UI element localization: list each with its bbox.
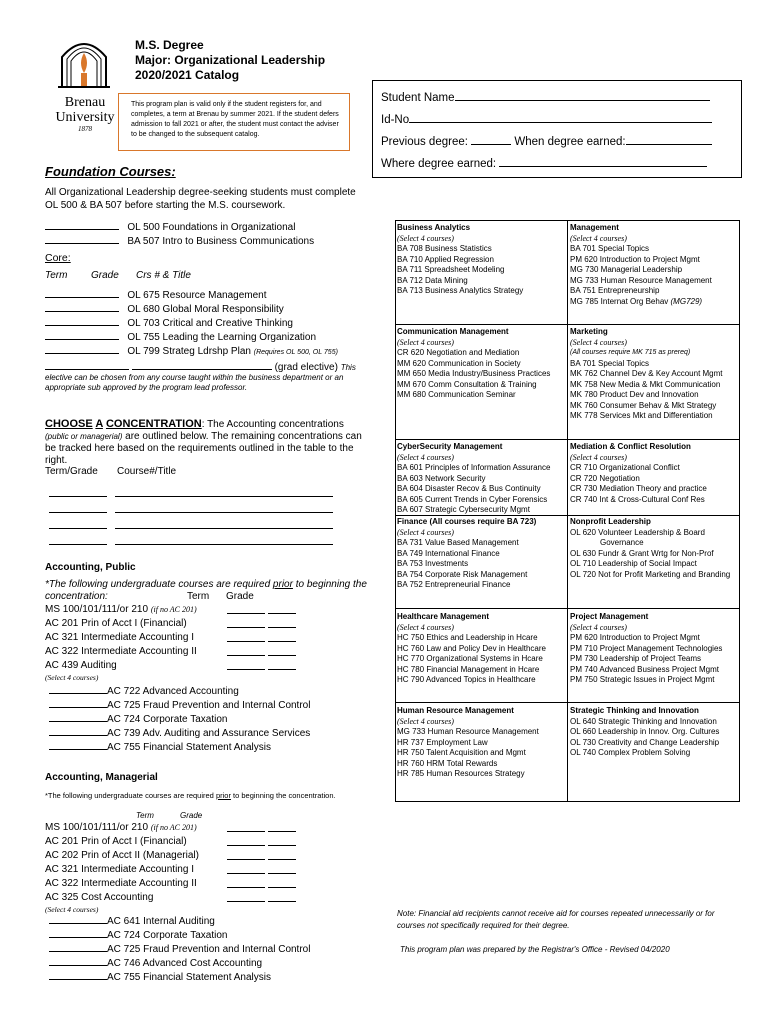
core-course: OL 703 Critical and Creative Thinking: [45, 316, 293, 329]
concentration-col-term: Term/Grade: [45, 466, 98, 477]
university-seal-icon: [54, 35, 114, 90]
concentration-mediation: Mediation & Conflict Resolution (Select 4 courses) CR 710 Organizational Conflict CR 720 Negotiation CR 730 Mediation Theory and practice CR 740 Int & Cross-Cultural Conf Res: [570, 442, 707, 504]
acct-managerial-blank[interactable]: [227, 864, 296, 877]
degree-line: M.S. Degree: [135, 38, 204, 52]
core-col-title: Crs # & Title: [136, 270, 191, 281]
major-line: Major: Organizational Leadership: [135, 53, 326, 67]
concentration-col-course: Course#/Title: [117, 466, 177, 477]
concentration-project-management: Project Management (Select 4 courses) PM 620 Introduction to Project Mgmt PM 710 Project Management Technologies PM 730 Leadership of Project Teams PM 740 Advanced Business Project Mgmt PM 750 Strategic Issues in Project Mgmt: [570, 612, 723, 684]
acct-managerial-note: *The following undergraduate courses are required prior to beginning the concentration.: [45, 791, 336, 800]
concentration-marketing: Marketing (Select 4 courses) (All courses require MK 715 as prereq) BA 701 Special Topics MK 762 Channel Dev & Key Account Mgmt MK 758 New Media & Mkt Communication MK 780 Product Dev and Innovation MK 760 Consumer Behav & Mkt Strategy MK 778 Services Mkt and Differentiation: [570, 327, 723, 420]
acct-managerial-prereq: AC 202 Prin of Acct II (Managerial): [45, 850, 199, 861]
core-course: OL 755 Leading the Learning Organization: [45, 330, 316, 343]
concentration-cybersecurity: CyberSecurity Management (Select 4 courses) BA 601 Principles of Information Assurance BA 603 Network Security BA 604 Disaster Recov & Bus Continuity BA 605 Current Trends in Cyber Forensics BA 607 Strategic Cybersecurity Mgmt: [397, 442, 551, 514]
acct-managerial-prereq: AC 321 Intermediate Accounting I: [45, 864, 194, 875]
brenau-logo: [48, 35, 122, 133]
logo-year: 1878: [78, 125, 92, 133]
grad-elective-note: elective can be chosen from any course taught within the business department or an appropriate sub approved by the program lead professor.: [45, 373, 344, 392]
concentration-blank-row[interactable]: [49, 503, 333, 516]
student-name-field[interactable]: Student Name: [381, 91, 710, 104]
id-number-field[interactable]: Id-No: [381, 113, 712, 126]
acct-managerial-title: Accounting, Managerial: [45, 772, 158, 783]
foundation-course: BA 507 Intro to Business Communications: [45, 234, 314, 247]
where-earned-field[interactable]: Where degree earned:: [381, 157, 707, 170]
prepared-by-note: This program plan was prepared by the Registrar's Office - Revised 04/2020: [400, 945, 670, 954]
grad-elective-line: (grad elective) This: [45, 360, 356, 373]
acct-managerial-course: AC 641 Internal Auditing: [49, 914, 215, 927]
page-title: [135, 38, 325, 83]
acct-managerial-course: AC 725 Fraud Prevention and Internal Control: [49, 942, 310, 955]
concentration-blank-row[interactable]: [49, 519, 333, 532]
acct-managerial-prereq: AC 322 Intermediate Accounting II: [45, 878, 197, 889]
core-col-term: Term: [45, 270, 68, 281]
core-course: OL 675 Resource Management: [45, 288, 267, 301]
acct-public-title: Accounting, Public: [45, 562, 136, 573]
concentration-nonprofit: Nonprofit Leadership OL 620 Volunteer Leadership & Board Governance OL 630 Fundr & Grant Wrtg for Non-Prof OL 710 Leadership of Social Impact OL 720 Not for Profit Marketing and Branding: [570, 517, 731, 579]
concentration-blank-row[interactable]: [49, 535, 333, 548]
acct-public-blank[interactable]: [227, 632, 296, 645]
core-course: OL 680 Global Moral Responsibility: [45, 302, 284, 315]
acct-public-select: (Select 4 courses): [45, 673, 99, 682]
concentration-communication: Communication Management (Select 4 courses) CR 620 Negotiation and Mediation MM 620 Communication in Society MM 650 Media Industry/Business Practices MM 670 Comm Consultation & Training MM 680 Communication Seminar: [397, 327, 551, 399]
acct-public-prereq: AC 322 Intermediate Accounting II: [45, 646, 197, 657]
logo-text: Brenau University: [55, 95, 115, 125]
acct-managerial-blank[interactable]: [227, 822, 296, 835]
acct-managerial-course: AC 724 Corporate Taxation: [49, 928, 227, 941]
acct-public-col-term: Term: [187, 591, 210, 602]
table-divider: [395, 608, 740, 609]
acct-public-note: *The following undergraduate courses are required prior to beginning the concentration:: [45, 579, 367, 602]
validity-notice: This program plan is valid only if the student registers for, and completes, a term at Brenau by summer 2021. If the student defers admission to fall 2021 or after, the student must contact the adviser to be changed to the subsequent catalog.: [118, 93, 350, 151]
financial-aid-note: Note: Financial aid recipients cannot receive aid for courses repeated unnecessarily or for courses not specifically required for their degree.: [397, 909, 715, 930]
acct-public-prereq: AC 321 Intermediate Accounting I: [45, 632, 194, 643]
concentration-header: CHOOSE A CONCENTRATION: The Accounting concentrations (public or managerial) are outlined below. The remaining concentrations can be tracked here based on the requirements outlined in the table to the right.: [45, 418, 362, 466]
acct-public-blank[interactable]: [227, 660, 296, 673]
table-divider: [395, 439, 740, 440]
acct-managerial-select: (Select 4 courses): [45, 905, 99, 914]
core-course: OL 799 Strateg Ldrshp Plan (Requires OL 500, OL 755): [45, 344, 338, 357]
concentration-human-resources: Human Resource Management (Select 4 courses) MG 733 Human Resource Management HR 737 Employment Law HR 750 Talent Acquisition and Mgmt HR 760 HRM Total Rewards HR 785 Human Resources Strategy: [397, 706, 539, 778]
previous-degree-field[interactable]: Previous degree: When degree earned:: [381, 135, 712, 148]
acct-managerial-course: AC 755 Financial Statement Analysis: [49, 970, 271, 983]
concentration-strategic-thinking: Strategic Thinking and Innovation OL 640 Strategic Thinking and Innovation OL 660 Leadership in Innov. Org. Cultures OL 730 Creativity and Change Leadership OL 740 Complex Problem Solving: [570, 706, 720, 757]
table-divider: [395, 324, 740, 325]
concentration-finance: Finance (All courses require BA 723) (Select 4 courses) BA 731 Value Based Management BA 749 International Finance BA 753 Investments BA 754 Corporate Risk Management BA 752 Entrepreneurial Finance: [397, 517, 537, 589]
acct-managerial-prereq: AC 325 Cost Accounting: [45, 892, 154, 903]
acct-public-prereq: AC 439 Auditing: [45, 660, 117, 671]
foundation-course: OL 500 Foundations in Organizational: [45, 220, 295, 233]
acct-public-blank[interactable]: [227, 646, 296, 659]
foundation-desc: All Organizational Leadership degree-seeking students must complete OL 500 & BA 507 before starting the M.S. coursework.: [45, 187, 356, 211]
acct-public-course: AC 724 Corporate Taxation: [49, 712, 227, 725]
acct-managerial-blank[interactable]: [227, 892, 296, 905]
acct-managerial-col-grade: Grade: [180, 811, 203, 820]
acct-public-prereq: AC 201 Prin of Acct I (Financial): [45, 618, 187, 629]
concentration-healthcare: Healthcare Management (Select 4 courses) HC 750 Ethics and Leadership in Hcare HC 760 Law and Policy Dev in Healthcare HC 770 Organizational Systems in Hcare HC 780 Financial Management in Hcare HC 790 Advanced Topics in Healthcare: [397, 612, 546, 684]
acct-managerial-prereq: MS 100/101/111/or 210 (if no AC 201): [45, 822, 197, 833]
acct-public-course: AC 722 Advanced Accounting: [49, 684, 239, 697]
acct-managerial-blank[interactable]: [227, 836, 296, 849]
concentration-management: Management (Select 4 courses) BA 701 Special Topics PM 620 Introduction to Project Mgmt MG 730 Managerial Leadership MG 733 Human Resource Management BA 751 Entrepreneurship MG 785 Internat Org Behav (MG729): [570, 223, 712, 306]
acct-public-col-grade: Grade: [226, 591, 254, 602]
acct-public-blank[interactable]: [227, 618, 296, 631]
acct-managerial-prereq: AC 201 Prin of Acct I (Financial): [45, 836, 187, 847]
acct-managerial-col-term: Term: [136, 811, 154, 820]
acct-public-blank[interactable]: [227, 604, 296, 617]
foundation-title: Foundation Courses:: [45, 164, 176, 179]
concentration-blank-row[interactable]: [49, 487, 333, 500]
acct-managerial-blank[interactable]: [227, 878, 296, 891]
acct-public-prereq: MS 100/101/111/or 210 (if no AC 201): [45, 604, 197, 615]
acct-public-course: AC 739 Adv. Auditing and Assurance Services: [49, 726, 310, 739]
table-divider: [567, 220, 568, 802]
catalog-line: 2020/2021 Catalog: [135, 68, 240, 82]
acct-managerial-course: AC 746 Advanced Cost Accounting: [49, 956, 262, 969]
acct-public-course: AC 725 Fraud Prevention and Internal Control: [49, 698, 310, 711]
concentration-business-analytics: Business Analytics (Select 4 courses) BA 708 Business Statistics BA 710 Applied Regression BA 711 Spreadsheet Modeling BA 712 Data Mining BA 713 Business Analytics Strategy: [397, 223, 524, 295]
acct-managerial-blank[interactable]: [227, 850, 296, 863]
student-info-box: [372, 80, 742, 178]
core-label: Core:: [45, 252, 71, 264]
acct-public-course: AC 755 Financial Statement Analysis: [49, 740, 271, 753]
core-col-grade: Grade: [91, 270, 119, 281]
table-divider: [395, 702, 740, 703]
